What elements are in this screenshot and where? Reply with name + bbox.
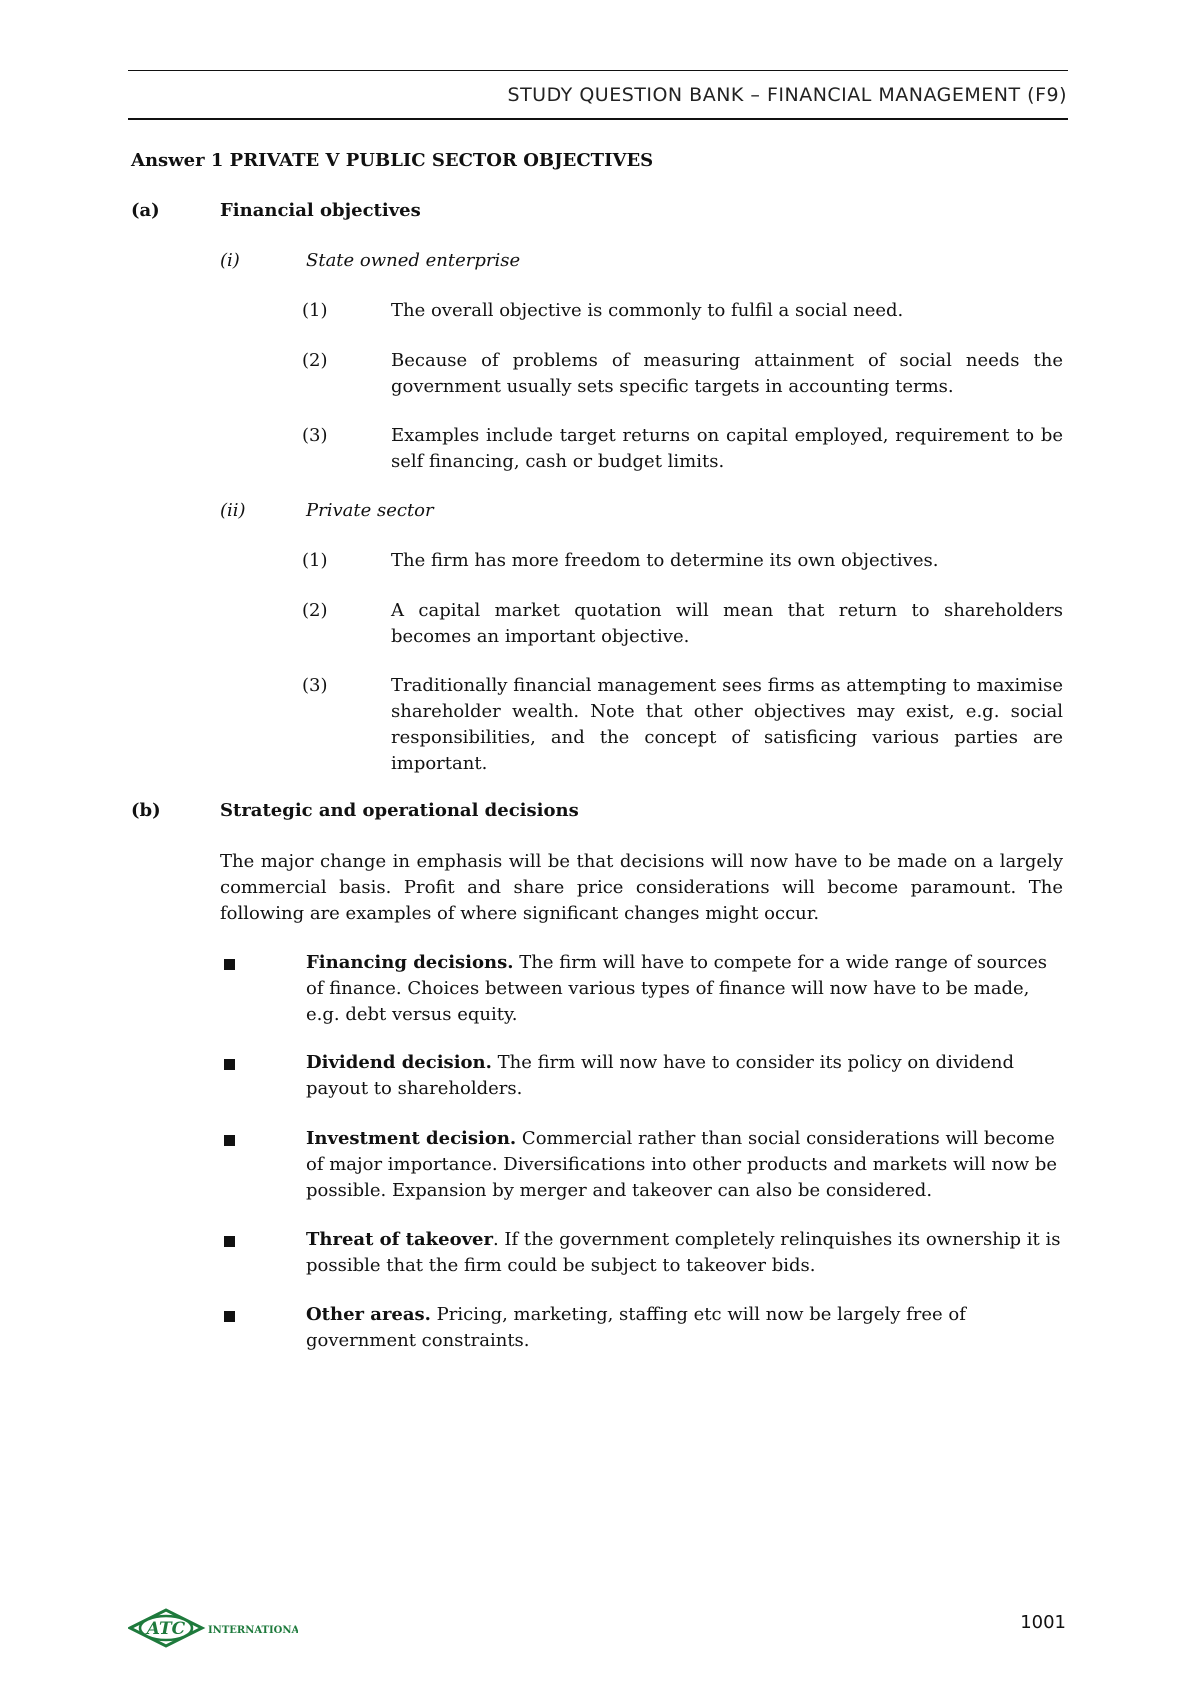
bullet-lead: Other areas. (306, 1304, 431, 1325)
bullet-text: Commercial rather than social considerations will become of major importance. Diversifications into other products and markets will now be possible. Expansion by merger and takeover can also be considered. (306, 1128, 1058, 1201)
bullet-lead: Dividend decision. (306, 1052, 492, 1073)
atc-international-logo (128, 1604, 298, 1652)
square-bullet-icon (224, 1311, 235, 1322)
bullet-item (306, 1050, 1063, 1102)
list-item-text: Because of problems of measuring attainment of social needs the government usually sets specific targets in accounting terms. (391, 350, 1063, 397)
list-item-number: (3) (302, 425, 328, 446)
sub-i-title: State owned enterprise (306, 250, 521, 271)
list-item-text: The overall objective is commonly to fulfil a social need. (391, 300, 904, 321)
list-item-number: (3) (302, 675, 328, 696)
sub-i-label: (i) (220, 250, 240, 271)
header-rule-top (128, 70, 1068, 71)
list-item-number: (1) (302, 300, 328, 321)
bullet-text: The firm will have to compete for a wide range of sources of finance. Choices between various types of finance will now have to be made, e.g. debt versus equity. (306, 952, 1048, 1025)
page-number: 1001 (1020, 1612, 1066, 1633)
bullet-text: Pricing, marketing, staffing etc will now be largely free of government constraints. (306, 1304, 966, 1351)
list-item-text: Traditionally financial management sees firms as attempting to maximise shareholder wealth. Note that other objectives may exist, e.g. social responsibilities, and the concept of satisficing various parties are important. (391, 675, 1063, 774)
bullet-lead: Financing decisions. (306, 952, 514, 973)
part-b-label: (b) (131, 800, 161, 821)
part-b-title: Strategic and operational decisions (220, 800, 579, 821)
sub-ii-label: (ii) (220, 500, 246, 521)
atc-logo-icon (128, 1604, 298, 1652)
bullet-lead: Threat of takeover (306, 1229, 493, 1250)
square-bullet-icon (224, 1059, 235, 1070)
part-a-title: Financial objectives (220, 200, 421, 221)
part-b-intro: The major change in emphasis will be that decisions will now have to be made on a largely commercial basis. Profit and share price considerations will become paramount. The following are examples of where significant changes might occur. (220, 851, 1063, 924)
list-item-number: (1) (302, 550, 328, 571)
square-bullet-icon (224, 1135, 235, 1146)
list-item-text: A capital market quotation will mean that return to shareholders becomes an important objective. (391, 600, 1063, 647)
square-bullet-icon (224, 959, 235, 970)
list-item-number: (2) (302, 350, 328, 371)
logo-subtext: INTERNATIONAL (208, 1625, 298, 1636)
logo-mark-text: ATC (146, 1619, 186, 1639)
square-bullet-icon (224, 1236, 235, 1247)
bullet-item (306, 1126, 1063, 1204)
part-a-label: (a) (131, 200, 160, 221)
answer-heading: Answer 1 PRIVATE V PUBLIC SECTOR OBJECTIVES (131, 150, 654, 171)
bullet-lead: Investment decision. (306, 1128, 517, 1149)
bullet-item (306, 950, 1063, 1028)
list-item-number: (2) (302, 600, 328, 621)
running-header: STUDY QUESTION BANK – FINANCIAL MANAGEMENT (F9) (507, 84, 1067, 106)
sub-ii-title: Private sector (306, 500, 434, 521)
header-rule-bottom (128, 118, 1068, 120)
list-item-text: The firm has more freedom to determine its own objectives. (391, 550, 939, 571)
bullet-text: . If the government completely relinquishes its ownership it is possible that the firm could be subject to takeover bids. (306, 1229, 1061, 1276)
bullet-text: The firm will now have to consider its policy on dividend payout to shareholders. (306, 1052, 1015, 1099)
bullet-item (306, 1227, 1063, 1279)
list-item-text: Examples include target returns on capital employed, requirement to be self financing, cash or budget limits. (391, 425, 1063, 472)
bullet-item (306, 1302, 1063, 1354)
